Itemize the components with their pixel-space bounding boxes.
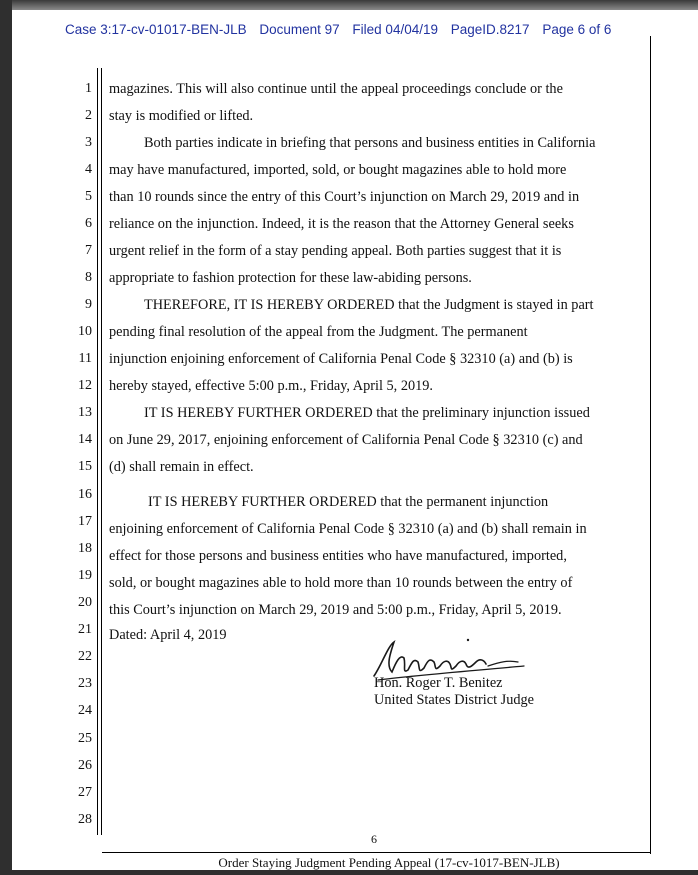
case-number: Case 3:17-cv-01017-BEN-JLB — [65, 22, 247, 37]
margin-rule-inner — [101, 68, 102, 835]
filing-header — [65, 22, 620, 37]
line-number: 7 — [85, 243, 92, 258]
body-line: appropriate to fashion protection for these law-abiding persons. — [109, 270, 472, 286]
body-line: urgent relief in the form of a stay pending appeal. Both parties suggest that it is — [109, 243, 562, 259]
line-number: 5 — [85, 189, 92, 204]
document-number: Document 97 — [259, 22, 340, 37]
body-line: this Court’s injunction on March 29, 2019 and 5:00 p.m., Friday, April 5, 2019. — [109, 602, 562, 618]
line-number: 13 — [78, 405, 92, 420]
line-number: 10 — [78, 324, 92, 339]
footer-title: Order Staying Judgment Pending Appeal (17-cv-1017-BEN-JLB) — [218, 855, 560, 870]
body-line: pending final resolution of the appeal from the Judgment. The permanent — [109, 324, 528, 340]
line-number: 2 — [85, 108, 92, 123]
signer-title: United States District Judge — [374, 692, 535, 708]
body-line: may have manufactured, imported, sold, or bought magazines able to hold more — [109, 162, 567, 178]
line-number: 20 — [78, 595, 92, 610]
line-number: 8 — [85, 270, 92, 285]
signer-name: Hon. Roger T. Benitez — [374, 675, 503, 691]
filed-date: Filed 04/04/19 — [352, 22, 438, 37]
margin-rule-right — [650, 36, 651, 854]
footer-rule — [102, 852, 650, 853]
margin-rule-outer — [97, 68, 98, 835]
line-number: 19 — [78, 568, 92, 583]
body-line: stay is modified or lifted. — [109, 108, 254, 124]
line-number: 16 — [78, 487, 92, 502]
line-number: 27 — [78, 785, 92, 800]
line-number: 12 — [78, 378, 92, 393]
page-count: Page 6 of 6 — [542, 22, 612, 37]
document-footer — [0, 855, 698, 871]
page-id: PageID.8217 — [450, 22, 530, 37]
body-line: sold, or bought magazines able to hold more than 10 rounds between the entry of — [109, 575, 573, 591]
line-number: 11 — [78, 351, 92, 366]
body-line: than 10 rounds since the entry of this Court’s injunction on March 29, 2019 and in — [109, 189, 580, 205]
line-number: 17 — [78, 514, 92, 529]
body-line: reliance on the injunction. Indeed, it is the reason that the Attorney General seeks — [109, 216, 574, 232]
line-number: 23 — [78, 676, 92, 691]
body-line: Both parties indicate in briefing that persons and business entities in California — [144, 135, 596, 151]
line-number: 15 — [78, 459, 92, 474]
line-number: 25 — [78, 731, 92, 746]
body-line: magazines. This will also continue until the appeal proceedings conclude or the — [109, 81, 563, 97]
line-number: 28 — [78, 812, 92, 827]
dated-line: Dated: April 4, 2019 — [109, 627, 227, 643]
body-line: enjoining enforcement of California Penal Code § 32310 (a) and (b) shall remain in — [109, 521, 587, 537]
body-line: on June 29, 2017, enjoining enforcement of California Penal Code § 32310 (c) and — [109, 432, 583, 448]
body-line: injunction enjoining enforcement of California Penal Code § 32310 (a) and (b) is — [109, 351, 573, 367]
line-number: 3 — [85, 135, 92, 150]
line-number: 22 — [78, 649, 92, 664]
line-number: 14 — [78, 432, 92, 447]
line-number: 18 — [78, 541, 92, 556]
page-number: 6 — [371, 832, 377, 846]
line-number: 26 — [78, 758, 92, 773]
viewer-left-edge — [0, 0, 12, 875]
line-number: 1 — [85, 81, 92, 96]
viewer-top-edge — [0, 0, 698, 10]
body-line: (d) shall remain in effect. — [109, 459, 254, 475]
line-number: 6 — [85, 216, 92, 231]
body-line: hereby stayed, effective 5:00 p.m., Friday, April 5, 2019. — [109, 378, 433, 394]
body-line: effect for those persons and business entities who have manufactured, imported, — [109, 548, 567, 564]
line-number: 21 — [78, 622, 92, 637]
line-number: 4 — [85, 162, 92, 177]
body-line: THEREFORE, IT IS HEREBY ORDERED that the Judgment is stayed in part — [144, 297, 594, 313]
line-number: 9 — [85, 297, 92, 312]
body-line: IT IS HEREBY FURTHER ORDERED that the permanent injunction — [148, 494, 549, 510]
body-line: IT IS HEREBY FURTHER ORDERED that the preliminary injunction issued — [144, 405, 590, 421]
line-number: 24 — [78, 703, 92, 718]
